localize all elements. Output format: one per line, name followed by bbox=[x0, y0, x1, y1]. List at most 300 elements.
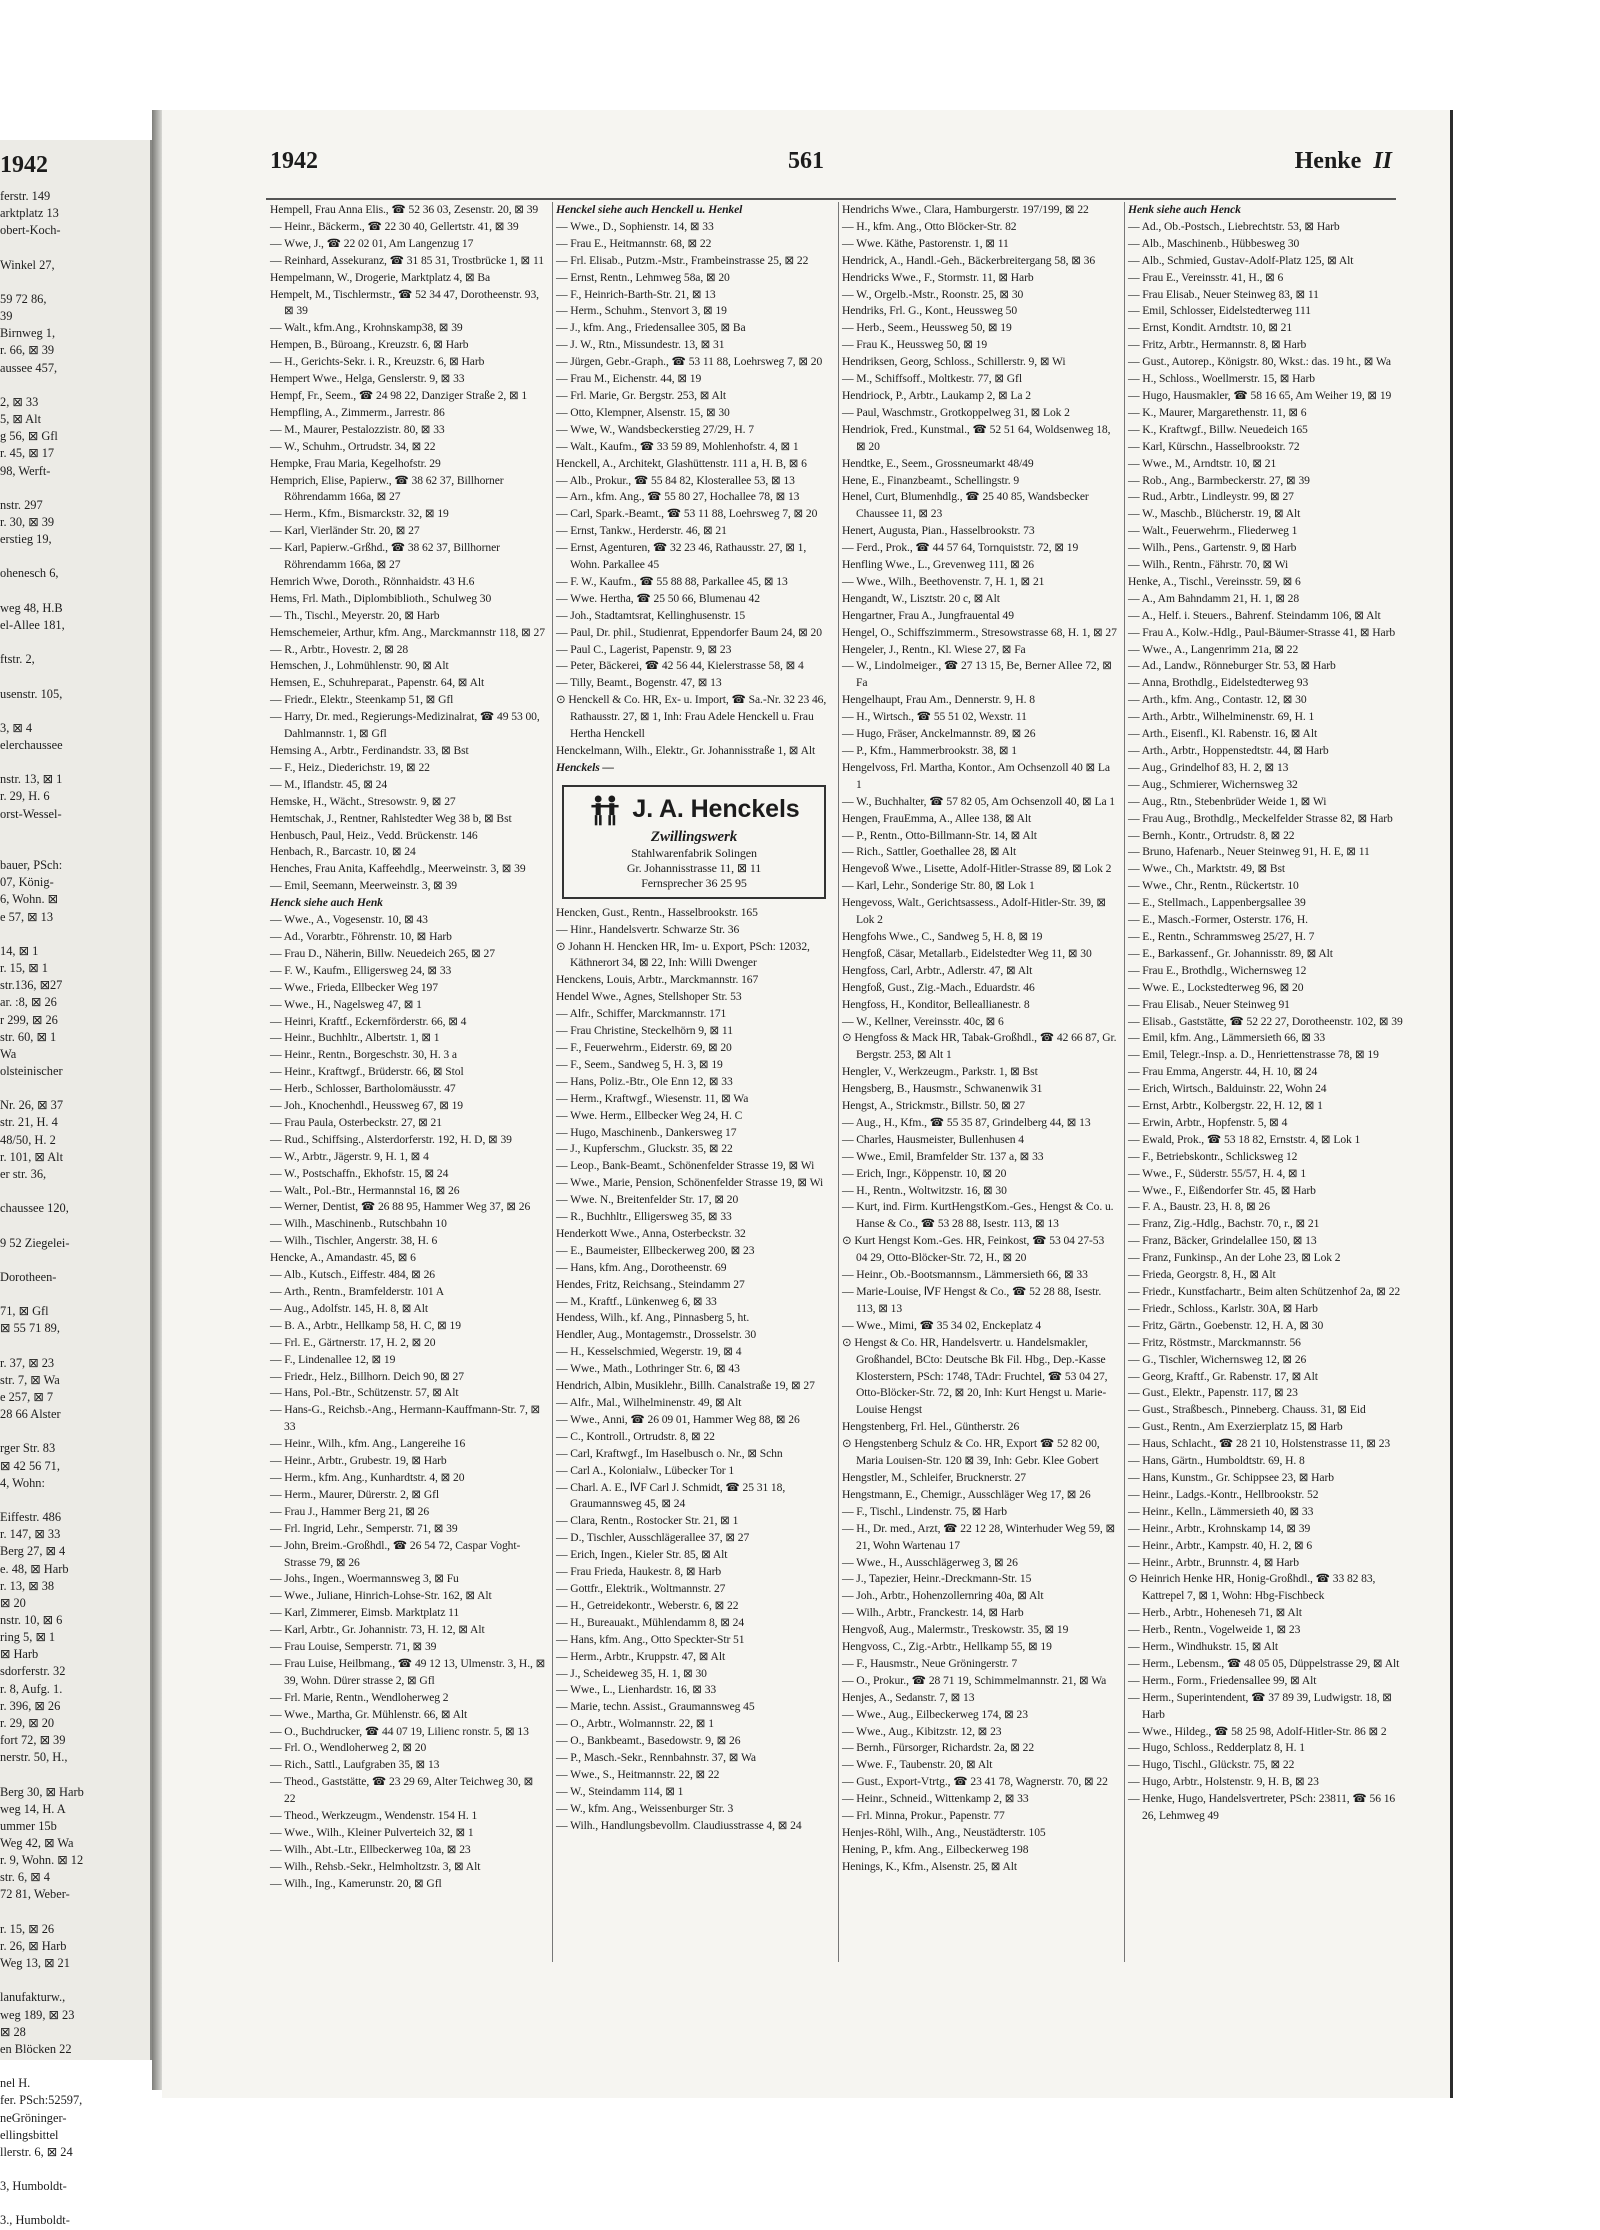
directory-entry: Hendriksen, Georg, Schloss., Schillerstr. 9, ⊠ Wi bbox=[842, 355, 1066, 369]
directory-entry: — Bernh., Kontr., Ortrudstr. 8, ⊠ 22 bbox=[1128, 828, 1295, 842]
left-page-line: arktplatz 13 bbox=[0, 206, 59, 221]
directory-entry: — E., Rentn., Schrammsweg 25/27, H. 7 bbox=[1128, 929, 1315, 943]
directory-entry: — W., kfm. Ang., Weissenburger Str. 3 bbox=[556, 1801, 734, 1815]
directory-entry: — Otto, Klempner, Alsenstr. 15, ⊠ 30 bbox=[556, 405, 730, 419]
directory-entry: — Friedr., Kunstfachartr., Beim alten Schützenhof 2a, ⊠ 22 bbox=[1128, 1285, 1401, 1298]
directory-entry: — Erich, Wirtsch., Balduinstr. 22, Wohn 24 bbox=[1128, 1082, 1327, 1096]
directory-entry: — Aug., H., Kfm., ☎ 55 35 87, Grindelberg 44, ⊠ 13 bbox=[842, 1115, 1091, 1129]
directory-entry: Hendrich, Albin, Musiklehr., Billh. Canalstraße 19, ⊠ 27 bbox=[556, 1379, 815, 1393]
directory-entry: — Karl, Kürschn., Hasselbrookstr. 72 bbox=[1128, 439, 1300, 453]
directory-entry: — W., Maschb., Blücherstr. 19, ⊠ Alt bbox=[1128, 507, 1301, 521]
directory-entry: — Frau Elisab., Neuer Steinweg 83, ⊠ 11 bbox=[1128, 287, 1319, 301]
directory-entry: — Charles, Hausmeister, Bullenhusen 4 bbox=[842, 1132, 1024, 1146]
left-page-line: r. 13, ⊠ 38 bbox=[0, 1578, 55, 1593]
directory-entry: Hengandt, W., Lisztstr. 20 c, ⊠ Alt bbox=[842, 591, 1000, 605]
left-page-line: r. 45, ⊠ 17 bbox=[0, 446, 55, 461]
directory-entry: — Wilh., Handlungsbevollm. Claudiusstrasse 4, ⊠ 24 bbox=[556, 1818, 802, 1832]
directory-entry: — Frl. O., Wendloherweg 2, ⊠ 20 bbox=[270, 1741, 427, 1755]
directory-entry: — H., Wirtsch., ☎ 55 51 02, Wexstr. 11 bbox=[842, 710, 1027, 724]
directory-entry: — Wwe., Emil, Bramfelder Str. 137 a, ⊠ 33 bbox=[842, 1149, 1044, 1163]
directory-entry: — Rud., Arbtr., Lindleystr. 99, ⊠ 27 bbox=[1128, 490, 1294, 504]
directory-entry: Hendrick, A., Handl.-Geh., Bäckerbreitergang 58, ⊠ 36 bbox=[842, 253, 1096, 267]
directory-column-2 bbox=[556, 202, 832, 1962]
left-page-line: r. 396, ⊠ 26 bbox=[0, 1698, 61, 1713]
directory-entry: Hencke, A., Amandastr. 45, ⊠ 6 bbox=[270, 1251, 416, 1265]
directory-entry: ⊙ Kurt Hengst Kom.-Ges. HR, Feinkost, ☎ 53 04 27-53 04 29, Otto-Blöcker-Str. 72, H., ⊠ 20 bbox=[842, 1234, 1105, 1265]
left-page-line: 14, ⊠ 1 bbox=[0, 943, 39, 958]
directory-entry: — A., Helf. i. Steuers., Bahrenf. Steindamm 106, ⊠ Alt bbox=[1128, 608, 1381, 622]
directory-entry: Hendel Wwe., Agnes, Stellshoper Str. 53 bbox=[556, 990, 742, 1004]
directory-entry: Hempen, B., Büroang., Kreuzstr. 6, ⊠ Harb bbox=[270, 338, 469, 352]
directory-entry: — E., Masch.-Former, Osterstr. 176, H. bbox=[1128, 913, 1308, 927]
directory-entry: — Elisab., Gaststätte, ☎ 52 22 27, Dorotheenstr. 102, ⊠ 39 bbox=[1128, 1014, 1403, 1028]
directory-entry: — F. W., Kaufm., Elligersweg 24, ⊠ 33 bbox=[270, 963, 452, 977]
directory-entry: Henches, Frau Anita, Kaffeehdlg., Meerweinstr. 3, ⊠ 39 bbox=[270, 862, 526, 876]
directory-entry: — Gust., Straßbesch., Pinneberg. Chauss. 31, ⊠ Eid bbox=[1128, 1403, 1366, 1417]
left-page-line: e 257, ⊠ 7 bbox=[0, 1389, 54, 1404]
directory-entry: — Wwe., S., Heitmannstr. 22, ⊠ 22 bbox=[556, 1767, 720, 1781]
directory-entry: Hengler, V., Werkzeugm., Parkstr. 1, ⊠ Bst bbox=[842, 1065, 1038, 1079]
left-page-line: erstieg 19, bbox=[0, 532, 52, 547]
directory-entry: Hengevoß Wwe., Lisette, Adolf-Hitler-Strasse 89, ⊠ Lok 2 bbox=[842, 862, 1112, 876]
directory-entry: — F., Feuerwehrm., Eiderstr. 69, ⊠ 20 bbox=[556, 1040, 732, 1054]
directory-entry: Hening, P., kfm. Ang., Eilbeckerweg 198 bbox=[842, 1842, 1029, 1856]
directory-entry: — Herm., Windhukstr. 15, ⊠ Alt bbox=[1128, 1640, 1278, 1654]
column-divider bbox=[552, 202, 553, 1962]
directory-entry: — Marie-Louise, ⅣF Hengst & Co., ☎ 52 28 88, Isestr. 113, ⊠ 13 bbox=[842, 1285, 1102, 1315]
directory-entry: — O., Bankbeamt., Basedowstr. 9, ⊠ 26 bbox=[556, 1734, 741, 1748]
directory-entry: — Arn., kfm. Ang., ☎ 55 80 27, Hochallee 78, ⊠ 13 bbox=[556, 490, 800, 504]
left-page-line bbox=[0, 1286, 148, 1303]
directory-entry: Hendtke, E., Seem., Grossneumarkt 48/49 bbox=[842, 456, 1034, 470]
directory-entry: — Heinr., Ob.-Bootsmannsm., Lämmersieth 66, ⊠ 33 bbox=[842, 1268, 1088, 1282]
directory-entry: — Hugo, Fräser, Anckelmannstr. 89, ⊠ 26 bbox=[842, 727, 1036, 741]
left-page-line: ohenesch 6, bbox=[0, 566, 59, 581]
left-page-year: 1942 bbox=[0, 152, 48, 178]
directory-entry: Hempert Wwe., Helga, Genslerstr. 9, ⊠ 33 bbox=[270, 372, 465, 386]
directory-entry: Hengsberg, B., Hausmstr., Schwanenwik 31 bbox=[842, 1082, 1043, 1096]
directory-entry: — Hans, kfm. Ang., Otto Speckter-Str 51 bbox=[556, 1632, 745, 1646]
directory-entry: — Werner, Dentist, ☎ 26 88 95, Hammer Weg 37, ⊠ 26 bbox=[270, 1200, 531, 1214]
directory-entry: — Herb., Schlosser, Bartholomäusstr. 47 bbox=[270, 1082, 456, 1096]
directory-entry: Henert, Augusta, Pian., Hasselbrookstr. 73 bbox=[842, 524, 1035, 538]
left-page-line: ummer 15b bbox=[0, 1818, 57, 1833]
directory-entry: — Gust., Elektr., Papenstr. 117, ⊠ 23 bbox=[1128, 1386, 1298, 1400]
directory-entry: — Alfr., Schiffer, Marckmannstr. 171 bbox=[556, 1007, 727, 1021]
left-page-line: weg 189, ⊠ 23 bbox=[0, 2007, 75, 2022]
directory-entry: Hengel, O., Schiffszimmerm., Stresowstrasse 68, H. 1, ⊠ 27 bbox=[842, 625, 1117, 639]
directory-entry: — Frau Emma, Angerstr. 44, H. 10, ⊠ 24 bbox=[1128, 1065, 1318, 1079]
left-page-line: str. 21, H. 4 bbox=[0, 1115, 58, 1130]
left-page-line: Eiffestr. 486 bbox=[0, 1510, 62, 1525]
directory-entry: — Herm., Maurer, Dürerstr. 2, ⊠ Gfl bbox=[270, 1487, 439, 1501]
advertiser-name: J. A. Henckels bbox=[632, 795, 800, 824]
left-page-line: elerchaussee bbox=[0, 738, 63, 752]
directory-entry: — Wwe., Math., Lothringer Str. 6, ⊠ 43 bbox=[556, 1362, 740, 1376]
directory-entry: — Frau Louise, Semperstr. 71, ⊠ 39 bbox=[270, 1640, 437, 1654]
directory-entry: — M., Maurer, Pestalozzistr. 80, ⊠ 33 bbox=[270, 422, 445, 436]
directory-entry: — Walt., Feuerwehrm., Fliederweg 1 bbox=[1128, 524, 1298, 538]
directory-entry: — Frau Christine, Steckelhörn 9, ⊠ 11 bbox=[556, 1024, 733, 1038]
directory-entry: — Heinr., Kraftwgf., Brüderstr. 66, ⊠ Stol bbox=[270, 1065, 464, 1079]
left-page-line: r. 8, Aufg. 1. bbox=[0, 1681, 63, 1696]
left-page-line: ⊠ 55 71 89, bbox=[0, 1321, 60, 1336]
left-page-line: 98, Werft- bbox=[0, 463, 51, 478]
henckels-advertisement bbox=[562, 785, 826, 899]
directory-entry: — J., kfm. Ang., Friedensallee 305, ⊠ Ba bbox=[556, 321, 746, 335]
left-page-line: fer. PSch:52597, bbox=[0, 2093, 83, 2108]
directory-entry: ⊙ Hengst & Co. HR, Handelsvertr. u. Handelsmakler, Großhandel, BCto: Deutsche Bk Fil. Hbg., Dep.-Kasse Klosterstern, PSch: 1748, TAdr: Fruchtel, ☎ 53 04 27, Otto-Blöcker-Str. 72, ⊠ 20, Inh: Kurt Hengst u. Marie-Louise Hengst bbox=[842, 1335, 1108, 1417]
left-page-line: str. 60, ⊠ 1 bbox=[0, 1029, 57, 1044]
directory-entry: — H., kfm. Ang., Otto Blöcker-Str. 82 bbox=[842, 219, 1017, 233]
left-page-line: orst-Wessel- bbox=[0, 806, 62, 821]
left-page-line: nstr. 297 bbox=[0, 497, 43, 512]
directory-entry: — Fritz, Arbtr., Hermannstr. 8, ⊠ Harb bbox=[1128, 338, 1307, 352]
directory-entry: — Frl. Marie, Rentn., Wendloherweg 2 bbox=[270, 1690, 449, 1704]
advertiser-brand: Zwillingswerk bbox=[650, 828, 738, 845]
directory-entry: — H., Gerichts-Sekr. i. R., Kreuzstr. 6, ⊠ Harb bbox=[270, 355, 485, 369]
left-page-line: str. 7, ⊠ Wa bbox=[0, 1372, 60, 1387]
left-page-line: nstr. 13, ⊠ 1 bbox=[0, 772, 63, 787]
left-page-line: r 299, ⊠ 26 bbox=[0, 1012, 58, 1027]
directory-entry: — Wilh., Rentn., Fährstr. 70, ⊠ Wi bbox=[1128, 558, 1289, 572]
directory-entry: — Emil, Seemann, Meerweinstr. 3, ⊠ 39 bbox=[270, 879, 457, 893]
directory-entry: — Frl. Ingrid, Lehr., Semperstr. 71, ⊠ 39 bbox=[270, 1521, 458, 1535]
directory-entry: Hendess, Wilh., kf. Ang., Pinnasberg 5, ht. bbox=[556, 1311, 750, 1325]
directory-entry: — Ad., Ob.-Postsch., Liebrechtstr. 53, ⊠ Harb bbox=[1128, 219, 1340, 233]
directory-entry: Hencken, Gust., Rentn., Hasselbrookstr. 165 bbox=[556, 905, 758, 919]
left-page-line bbox=[0, 926, 148, 943]
directory-entry: — Alb., Maschinenb., Hübbesweg 30 bbox=[1128, 236, 1300, 250]
directory-entry: Hemsen, E., Schuhreparat., Papenstr. 64, ⊠ Alt bbox=[270, 676, 485, 690]
directory-entry: — Heinr., Buchhltr., Albertstr. 1, ⊠ 1 bbox=[270, 1031, 440, 1045]
directory-entry: — Wwe., Juliane, Hinrich-Lohse-Str. 162, ⊠ Alt bbox=[270, 1589, 492, 1603]
directory-entry: — Ernst, Tankw., Herderstr. 46, ⊠ 21 bbox=[556, 524, 727, 538]
left-page-line: 39 bbox=[0, 309, 13, 324]
directory-entry: — Fritz, Röstmstr., Marckmannstr. 56 bbox=[1128, 1335, 1301, 1349]
directory-entry: — Arth., kfm. Ang., Contastr. 12, ⊠ 30 bbox=[1128, 693, 1307, 707]
directory-entry: Henings, K., Kfm., Alsenstr. 25, ⊠ Alt bbox=[842, 1859, 1017, 1873]
directory-entry: — Erwin, Arbtr., Hopfenstr. 5, ⊠ 4 bbox=[1128, 1115, 1288, 1129]
directory-entry: — Ernst, Agenturen, ☎ 32 23 46, Rathausstr. 27, ⊠ 1, Wohn. Parkallee 45 bbox=[556, 541, 807, 572]
directory-entry: — Heinr., Arbtr., Kampstr. 40, H. 2, ⊠ 6 bbox=[1128, 1538, 1313, 1552]
left-page-line: nel H. bbox=[0, 2076, 31, 2091]
directory-entry: — F., Heiz., Diederichstr. 19, ⊠ 22 bbox=[270, 760, 430, 774]
left-page-line bbox=[0, 583, 148, 600]
directory-column-1 bbox=[270, 202, 546, 1962]
advertiser-line-1: Stahlwarenfabrik Solingen bbox=[631, 845, 757, 860]
directory-entry: — Rud., Schiffsing., Alsterdorferstr. 192, H. D, ⊠ 39 bbox=[270, 1132, 512, 1146]
directory-column-3 bbox=[842, 202, 1118, 1962]
left-page-line: e. 48, ⊠ Harb bbox=[0, 1561, 69, 1576]
directory-entry: — Frl. E., Gärtnerstr. 17, H. 2, ⊠ 20 bbox=[270, 1335, 436, 1349]
directory-entry: — Hans, Poliz.-Btr., Ole Enn 12, ⊠ 33 bbox=[556, 1074, 733, 1088]
left-page-line: r. 29, H. 6 bbox=[0, 789, 50, 804]
directory-entry: — Frau Elisab., Neuer Steinweg 91 bbox=[1128, 997, 1290, 1011]
directory-entry: — Walt., Kaufm., ☎ 33 59 89, Mohlenhofstr. 4, ⊠ 1 bbox=[556, 439, 799, 453]
left-page-line: r. 15, ⊠ 26 bbox=[0, 1921, 55, 1936]
directory-entry: — Wwe., Wilh., Beethovenstr. 7, H. 1, ⊠ 21 bbox=[842, 574, 1045, 588]
left-page-line bbox=[0, 1080, 148, 1097]
left-page-line: r. 147, ⊠ 33 bbox=[0, 1527, 61, 1542]
directory-entry: — Wwe., L., Lienhardstr. 16, ⊠ 33 bbox=[556, 1683, 717, 1697]
directory-entry: — W., Arbtr., Jägerstr. 9, H. 1, ⊠ 4 bbox=[270, 1149, 429, 1163]
left-page-line: usenstr. 105, bbox=[0, 686, 63, 701]
directory-entry: — Herm., Arbtr., Kruppstr. 47, ⊠ Alt bbox=[556, 1649, 726, 1663]
left-page-line: ellingsbittel bbox=[0, 2127, 59, 2142]
directory-entry: — Rich., Sattler, Goethallee 28, ⊠ Alt bbox=[842, 845, 1017, 859]
left-page-line: Berg 30, ⊠ Harb bbox=[0, 1784, 84, 1799]
left-page-line: ar. :8, ⊠ 26 bbox=[0, 995, 57, 1010]
directory-entry: — R., Arbtr., Hovestr. 2, ⊠ 28 bbox=[270, 642, 409, 656]
left-facing-page bbox=[0, 140, 152, 2228]
directory-entry: — Walt., Pol.-Btr., Hermannstal 16, ⊠ 26 bbox=[270, 1183, 460, 1197]
volume-number: II bbox=[1373, 148, 1392, 174]
advertiser-line-2: Gr. Johannisstrasse 11, ⊠ 11 bbox=[626, 860, 762, 875]
directory-entry: — Heinr., Kelln., Lämmersieth 40, ⊠ 33 bbox=[1128, 1504, 1314, 1518]
directory-entry: — Wilh., Pens., Gartenstr. 9, ⊠ Harb bbox=[1128, 541, 1297, 555]
directory-entry: — W., Schuhm., Ortrudstr. 34, ⊠ 22 bbox=[270, 439, 436, 453]
directory-entry: Hems, Frl. Math., Diplombiblioth., Schulweg 30 bbox=[270, 591, 492, 605]
directory-entry: Hengartner, Frau A., Jungfrauental 49 bbox=[842, 608, 1014, 622]
left-page-line: weg 48, H.B bbox=[0, 600, 63, 615]
directory-entry: — Wwe. N., Breitenfelder Str. 17, ⊠ 20 bbox=[556, 1193, 739, 1207]
directory-page bbox=[162, 110, 1453, 2098]
directory-entry: — Heinr., Arbtr., Brunnstr. 4, ⊠ Harb bbox=[1128, 1555, 1299, 1569]
directory-entry: — J., Kupferschm., Gluckstr. 35, ⊠ 22 bbox=[556, 1142, 733, 1156]
directory-entry: — Herm., Kfm., Bismarckstr. 32, ⊠ 19 bbox=[270, 507, 449, 521]
directory-entry: — C., Kontroll., Ortrudstr. 8, ⊠ 22 bbox=[556, 1429, 715, 1443]
left-page-line: 4, Wohn: bbox=[0, 1475, 45, 1490]
directory-entry: — Arth., Arbtr., Wilhelminenstr. 69, H. 1 bbox=[1128, 710, 1315, 724]
directory-entry: Hengfoss, H., Konditor, Belleallianestr. 8 bbox=[842, 997, 1030, 1011]
section-heading: Henckels — bbox=[556, 760, 614, 774]
directory-entry: — D., Tischler, Ausschlägerallee 37, ⊠ 27 bbox=[556, 1531, 750, 1545]
section-heading: Henck siehe auch Henk bbox=[270, 896, 383, 910]
directory-entry: — Hans, kfm. Ang., Dorotheenstr. 69 bbox=[556, 1260, 727, 1274]
left-page-line bbox=[0, 480, 148, 497]
directory-entry: — Wwe. Käthe, Pastorenstr. 1, ⊠ 11 bbox=[842, 236, 1009, 250]
directory-entry: — Erich, Ingr., Köppenstr. 10, ⊠ 20 bbox=[842, 1166, 1007, 1180]
directory-entry: — Friedr., Schloss., Karlstr. 30A, ⊠ Harb bbox=[1128, 1301, 1318, 1315]
directory-entry: — Paul C., Lagerist, Papenstr. 9, ⊠ 23 bbox=[556, 642, 732, 656]
directory-entry: — Wwe., H., Ausschlägerweg 3, ⊠ 26 bbox=[842, 1555, 1018, 1569]
left-page-line: r. 30, ⊠ 39 bbox=[0, 514, 55, 529]
left-page-line bbox=[0, 703, 148, 720]
directory-entry: — J., Tapezier, Heinr.-Dreckmann-Str. 15 bbox=[842, 1572, 1032, 1586]
page-header bbox=[162, 148, 1450, 182]
directory-entry: — Marie, techn. Assist., Graumannsweg 45 bbox=[556, 1700, 755, 1714]
left-page-line: ⊠ Harb bbox=[0, 1647, 39, 1662]
left-page-line: r. 26, ⊠ Harb bbox=[0, 1938, 67, 1953]
directory-entry: — O., Arbtr., Wolmannstr. 22, ⊠ 1 bbox=[556, 1717, 714, 1731]
directory-entry: — Wilh., Ing., Kamerunstr. 20, ⊠ Gfl bbox=[270, 1876, 442, 1890]
directory-entry: — Kurt, ind. Firm. KurtHengstKom.-Ges., Hengst & Co. u. Hanse & Co., ☎ 53 28 88, Isestr. 113, ⊠ 13 bbox=[842, 1200, 1114, 1231]
directory-entry: — Georg, Kraftf., Gr. Rabenstr. 17, ⊠ Alt bbox=[1128, 1369, 1318, 1383]
directory-entry: — Frau Paula, Osterbeckstr. 27, ⊠ 21 bbox=[270, 1115, 442, 1129]
directory-entry: — Karl, Zimmerer, Eimsb. Marktplatz 11 bbox=[270, 1606, 460, 1620]
directory-entry: — Gust., Rentn., Am Exerzierplatz 15, ⊠ Harb bbox=[1128, 1420, 1343, 1434]
directory-entry: — Wilh., Rehsb.-Sekr., Helmholtzstr. 3, ⊠ Alt bbox=[270, 1859, 481, 1873]
left-page-line: Dorotheen- bbox=[0, 1269, 57, 1284]
directory-entry: — Paul, Waschmstr., Grotkoppelweg 31, ⊠ Lok 2 bbox=[842, 405, 1070, 419]
directory-entry: — Gottfr., Elektrik., Woltmannstr. 27 bbox=[556, 1581, 726, 1595]
left-page-line: ring 5, ⊠ 1 bbox=[0, 1630, 56, 1645]
left-page-line bbox=[0, 668, 148, 685]
directory-entry: — Alb., Schmied, Gustav-Adolf-Platz 125, ⊠ Alt bbox=[1128, 253, 1354, 267]
directory-entry: Henel, Curt, Blumenhdlg., ☎ 25 40 85, Wandsbecker Chaussee 11, ⊠ 23 bbox=[842, 490, 1089, 521]
directory-entry: — F., Seem., Sandweg 5, H. 3, ⊠ 19 bbox=[556, 1057, 723, 1071]
directory-entry: — G., Tischler, Wichernsweg 12, ⊠ 26 bbox=[1128, 1352, 1307, 1366]
directory-entry: — Frau Luise, Heilbmang., ☎ 49 12 13, Ulmenstr. 3, H., ⊠ 39, Wohn. Dürer strasse 2, ⊠ Gfl bbox=[270, 1656, 546, 1687]
directory-entry: Henfling Wwe., L., Grevenweg 111, ⊠ 26 bbox=[842, 558, 1034, 572]
twin-figures-logo-icon bbox=[588, 793, 622, 827]
directory-entry: — F., Heinrich-Barth-Str. 21, ⊠ 13 bbox=[556, 287, 716, 301]
directory-entry: — Hugo, Schloss., Redderplatz 8, H. 1 bbox=[1128, 1741, 1305, 1755]
left-page-line bbox=[0, 1183, 148, 1200]
directory-entry: — Haus, Schlacht., ☎ 28 21 10, Holstenstrasse 11, ⊠ 23 bbox=[1128, 1437, 1391, 1451]
directory-entry: — Rich., Sattl., Laufgraben 35, ⊠ 13 bbox=[270, 1758, 440, 1772]
left-page-line: 71, ⊠ Gfl bbox=[0, 1304, 49, 1319]
directory-entry: — Wwe. Hertha, ☎ 25 50 66, Blumenau 42 bbox=[556, 591, 760, 605]
left-page-line bbox=[0, 823, 148, 840]
directory-entry: — Hans, Pol.-Btr., Schützenstr. 57, ⊠ Alt bbox=[270, 1386, 459, 1400]
directory-entry: Hengstenberg, Frl. Hel., Güntherstr. 26 bbox=[842, 1420, 1020, 1434]
left-page-line: sdorferstr. 32 bbox=[0, 1664, 66, 1679]
left-page-line: 6, Wohn. ⊠ bbox=[0, 892, 59, 907]
directory-entry: — Carl, Kraftwgf., Im Haselbusch o. Nr., ⊠ Schn bbox=[556, 1446, 783, 1460]
book-gutter bbox=[152, 110, 162, 2090]
left-page-line bbox=[0, 840, 148, 857]
directory-entry: — K., Maurer, Margarethenstr. 11, ⊠ 6 bbox=[1128, 405, 1307, 419]
left-page-line: ferstr. 149 bbox=[0, 189, 51, 203]
directory-entry: Hengfohs Wwe., C., Sandweg 5, H. 8, ⊠ 19 bbox=[842, 929, 1043, 943]
directory-entry: ⊙ Henckell & Co. HR, Ex- u. Import, ☎ Sa.-Nr. 32 23 46, Rathausstr. 27, ⊠ 1, Inh: Frau Adele Henckell u. Frau Hertha Henckell bbox=[556, 693, 827, 741]
directory-entry: Hendricks Wwe., F., Stormstr. 11, ⊠ Harb bbox=[842, 270, 1034, 284]
directory-entry: — Emil, kfm. Ang., Lämmersieth 66, ⊠ 33 bbox=[1128, 1031, 1326, 1045]
directory-entry: — Gust., Export-Vtrtg., ☎ 23 41 78, Wagnerstr. 70, ⊠ 22 bbox=[842, 1775, 1108, 1789]
directory-entry: ⊙ Heinrich Henke HR, Honig-Großhdl., ☎ 33 82 83, Kattrepel 7, ⊠ 1, Wohn: Hbg-Fischbeck bbox=[1128, 1572, 1376, 1603]
directory-entry: — W., Orgelb.-Mstr., Roonstr. 25, ⊠ 30 bbox=[842, 287, 1024, 301]
running-head bbox=[1295, 148, 1392, 175]
directory-entry: — Heinr., Wilh., kfm. Ang., Langereihe 16 bbox=[270, 1437, 466, 1451]
directory-entry: — Hinr., Handelsvertr. Schwarze Str. 36 bbox=[556, 922, 740, 936]
directory-entry: — Bernh., Fürsorger, Richardstr. 2a, ⊠ 22 bbox=[842, 1741, 1035, 1755]
left-page-line: ⊠ 42 56 71, bbox=[0, 1458, 60, 1473]
directory-entry: — B. A., Arbtr., Hellkamp 58, H. C, ⊠ 19 bbox=[270, 1318, 461, 1332]
left-page-line bbox=[0, 634, 148, 651]
left-page-line: er str. 36, bbox=[0, 1166, 47, 1181]
directory-entry: Hengvoss, C., Zig.-Arbtr., Hellkamp 55, ⊠ 19 bbox=[842, 1640, 1052, 1654]
running-head-name: Henke bbox=[1294, 148, 1362, 174]
directory-entry: — Theod., Gaststätte, ☎ 23 29 69, Alter Teichweg 30, ⊠ 22 bbox=[270, 1775, 534, 1806]
directory-entry: Hemtschak, J., Rentner, Rahlstedter Weg 38 b, ⊠ Bst bbox=[270, 811, 512, 825]
directory-entry: — Wwe, J., ☎ 22 02 01, Am Langenzug 17 bbox=[270, 236, 474, 250]
left-page-line: chaussee 120, bbox=[0, 1201, 69, 1216]
left-page-line: g 56, ⊠ Gfl bbox=[0, 429, 58, 444]
left-page-line: ftstr. 2, bbox=[0, 652, 35, 667]
directory-entry: — Heinr., Arbtr., Krohnskamp 14, ⊠ 39 bbox=[1128, 1521, 1311, 1535]
directory-entry: — Frau Aug., Brothdlg., Meckelfelder Strasse 82, ⊠ Harb bbox=[1128, 811, 1393, 825]
left-page-line bbox=[0, 1766, 148, 1783]
directory-entry: — Franz, Zig.-Hdlg., Bachstr. 70, r., ⊠ 21 bbox=[1128, 1217, 1320, 1231]
directory-entry: — Franz, Funkinsp., An der Lohe 23, ⊠ Lok 2 bbox=[1128, 1251, 1341, 1265]
left-page-line bbox=[0, 274, 148, 291]
left-page-column bbox=[0, 188, 148, 2230]
directory-entry: — Ad., Vorarbtr., Föhrenstr. 10, ⊠ Harb bbox=[270, 929, 452, 943]
directory-entry: Henjes-Röhl, Wilh., Ang., Neustädterstr. 105 bbox=[842, 1826, 1046, 1839]
directory-entry: — Wwe., D., Sophienstr. 14, ⊠ 33 bbox=[556, 219, 714, 233]
directory-entry: — Hans, Kunstm., Gr. Schippsee 23, ⊠ Harb bbox=[1128, 1470, 1334, 1484]
directory-entry: — W., Postschaffn., Ekhofstr. 15, ⊠ 24 bbox=[270, 1166, 449, 1180]
left-page-line: 3., Humboldt- bbox=[0, 2213, 70, 2228]
left-page-line: rger Str. 83 bbox=[0, 1441, 56, 1456]
directory-entry: Hengvoß, Aug., Malermstr., Treskowstr. 35, ⊠ 19 bbox=[842, 1623, 1069, 1637]
directory-entry: — Ernst, Kondit. Arndtstr. 10, ⊠ 21 bbox=[1128, 321, 1293, 335]
left-page-line: Weg 42, ⊠ Wa bbox=[0, 1836, 74, 1850]
directory-entry: — Gust., Autorep., Königstr. 80, Wkst.: das. 19 ht., ⊠ Wa bbox=[1128, 355, 1391, 369]
directory-entry: — J., Scheideweg 35, H. 1, ⊠ 30 bbox=[556, 1666, 707, 1680]
directory-entry: Hempfling, A., Zimmerm., Jarrestr. 86 bbox=[270, 405, 445, 419]
directory-entry: — A., Am Bahndamm 21, H. 1, ⊠ 28 bbox=[1128, 591, 1300, 605]
directory-entry: — Ernst, Arbtr., Kolbergstr. 22, H. 12, ⊠ 1 bbox=[1128, 1099, 1323, 1113]
directory-entry: — Wilh., Tischler, Angerstr. 38, H. 6 bbox=[270, 1234, 438, 1248]
directory-entry: — P., Kfm., Hammerbrookstr. 38, ⊠ 1 bbox=[842, 744, 1017, 757]
directory-entry: — Joh., Stadtamtsrat, Kellinghusenstr. 15 bbox=[556, 608, 746, 622]
directory-entry: — Arth., Rentn., Bramfelderstr. 101 A bbox=[270, 1285, 445, 1298]
directory-entry: — Arth., Arbtr., Hoppenstedtstr. 44, ⊠ Harb bbox=[1128, 744, 1329, 757]
directory-entry: — Franz, Bäcker, Grindelallee 150, ⊠ 13 bbox=[1128, 1234, 1317, 1248]
directory-entry: — Alfr., Mal., Wilhelminenstr. 49, ⊠ Alt bbox=[556, 1396, 742, 1409]
left-page-line: Berg 27, ⊠ 4 bbox=[0, 1544, 66, 1559]
directory-entry: — Erich, Ingen., Kieler Str. 85, ⊠ Alt bbox=[556, 1548, 728, 1562]
left-page-line: Winkel 27, bbox=[0, 257, 55, 272]
directory-entry: — Wilh., Abt.-Ltr., Ellbeckerweg 10a, ⊠ 23 bbox=[270, 1842, 471, 1856]
directory-entry: — Wwe., M., Arndtstr. 10, ⊠ 21 bbox=[1128, 456, 1277, 470]
directory-entry: — O., Buchdrucker, ☎ 44 07 19, Lilienc ronstr. 5, ⊠ 13 bbox=[270, 1724, 529, 1738]
directory-entry: — O., Prokur., ☎ 28 71 19, Schimmelmannstr. 21, ⊠ Wa bbox=[842, 1673, 1107, 1687]
directory-entry: — Frau K., Heussweg 50, ⊠ 19 bbox=[842, 338, 988, 352]
directory-entry: — H., Schloss., Woellmerstr. 15, ⊠ Harb bbox=[1128, 372, 1315, 386]
directory-entry: Hemschen, J., Lohmühlenstr. 90, ⊠ Alt bbox=[270, 659, 449, 673]
directory-entry: — Hans, Gärtn., Humboldtstr. 69, H. 8 bbox=[1128, 1454, 1305, 1468]
directory-entry: — Alb., Prokur., ☎ 55 84 82, Klosterallee 53, ⊠ 13 bbox=[556, 473, 795, 487]
directory-entry: Hemsing A., Arbtr., Ferdinandstr. 33, ⊠ Bst bbox=[270, 744, 469, 757]
directory-entry: — Ernst, Rentn., Lehmweg 58a, ⊠ 20 bbox=[556, 270, 730, 284]
directory-entry: — Hans-G., Reichsb.-Ang., Hermann-Kauffmann-Str. 7, ⊠ 33 bbox=[270, 1403, 541, 1434]
left-page-line bbox=[0, 1972, 148, 1989]
directory-entry: — Alb., Kutsch., Eiffestr. 484, ⊠ 26 bbox=[270, 1268, 435, 1282]
left-page-line: 59 72 86, bbox=[0, 291, 47, 306]
directory-entry: — F., Hausmstr., Neue Gröningerstr. 7 bbox=[842, 1656, 1018, 1670]
directory-entry: — Frieda, Georgstr. 8, H., ⊠ Alt bbox=[1128, 1268, 1276, 1282]
directory-entry: — Aug., Grindelhof 83, H. 2, ⊠ 13 bbox=[1128, 760, 1289, 774]
directory-entry: — Herm., Kraftwgf., Wiesenstr. 11, ⊠ Wa bbox=[556, 1091, 749, 1105]
directory-entry: — Joh., Knochenhdl., Heussweg 67, ⊠ 19 bbox=[270, 1099, 464, 1113]
left-page-line bbox=[0, 754, 148, 771]
directory-entry: — Herm., kfm. Ang., Kunhardtstr. 4, ⊠ 20 bbox=[270, 1470, 465, 1484]
directory-entry: — Aug., Rtn., Stebenbrüder Weide 1, ⊠ Wi bbox=[1128, 794, 1327, 808]
directory-entry: — W., Steindamm 114, ⊠ 1 bbox=[556, 1784, 684, 1798]
directory-entry: Hengen, FrauEmma, A., Allee 138, ⊠ Alt bbox=[842, 811, 1032, 825]
directory-entry: — Wwe., Aug., Kibitzstr. 12, ⊠ 23 bbox=[842, 1724, 1002, 1738]
left-page-line: Nr. 26, ⊠ 37 bbox=[0, 1098, 64, 1113]
directory-entry: — W., Kellner, Vereinsstr. 40c, ⊠ 6 bbox=[842, 1014, 1004, 1028]
directory-entry: — Karl, Papierw.-Grßhd., ☎ 38 62 37, Billhorner Röhrendamm 166a, ⊠ 27 bbox=[270, 541, 500, 572]
directory-entry: Hengeler, J., Rentn., Kl. Wiese 27, ⊠ Fa bbox=[842, 642, 1026, 656]
directory-entry: — R., Buchhltr., Elligersweg 35, ⊠ 33 bbox=[556, 1210, 732, 1224]
directory-entry: — J. W., Rtn., Missundestr. 13, ⊠ 31 bbox=[556, 338, 725, 352]
